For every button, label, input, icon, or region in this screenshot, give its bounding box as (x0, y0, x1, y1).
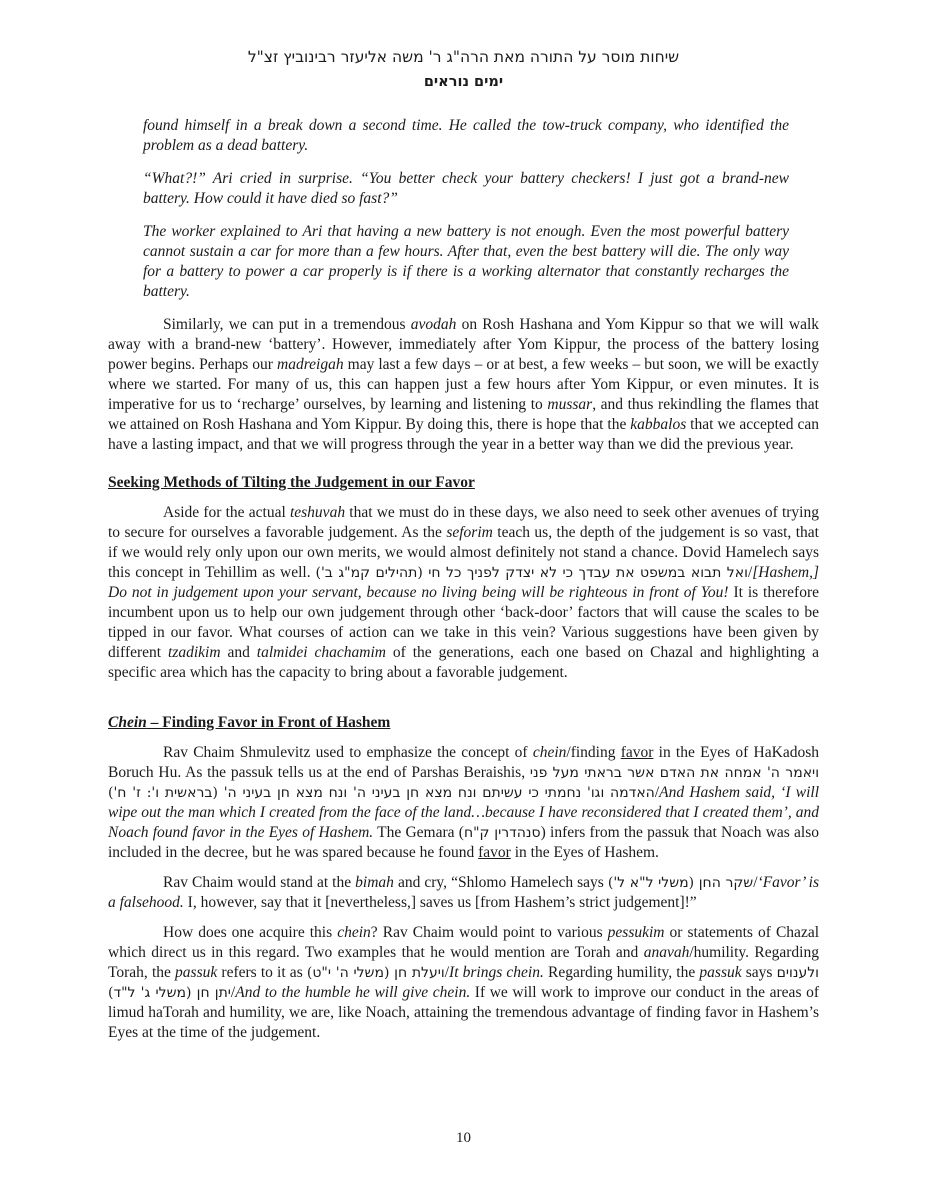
page-number: 10 (456, 1130, 471, 1146)
quote-paragraph-worker: The worker explained to Ari that having a new battery is not enough. Even the most powerful battery cannot sustain a car for more than a few hours. After that, even the best battery will die. The only way for a battery to power a car properly is if there is a working alternator that constantly recharges the battery. (143, 223, 789, 300)
hebrew-title: שיחות מוסר על התורה מאת הרה"ג ר' משה אליעזר רבינוביץ זצ"ל (247, 48, 680, 66)
page-footer (0, 1128, 927, 1148)
quote-paragraph-breakdown: found himself in a break down a second time. He called the tow-truck company, who identified the problem as a dead battery. (143, 117, 789, 154)
body-paragraph-chein-favor: Rav Chaim Shmulevitz used to emphasize the concept of chein/finding favor in the Eyes of HaKadosh Boruch Hu. As the passuk tells us at the end of Parshas Beraishis, ויאמר ה' אמחה את האדם אשר בראתי מעל פני האדמה וגו' נחמתי כי עשיתם ונח מצא חן בעיני ה' ונח מצא חן בעיני ה' (בראשית ו': ז' ח')/And Hashem said, ‘I will wipe out the man which I created from the face of the land…because I have reconsidered that I created them’, and Noach found favor in the Eyes of Hashem. The Gemara (סנהדרין ק"ח) infers from the passuk that Noach was also included in the decree, but he was spared because he found favor in the Eyes of Hashem. (108, 744, 820, 861)
hebrew-subtitle: ימים נוראים (423, 73, 504, 90)
body-paragraph-similarly: Similarly, we can put in a tremendous avodah on Rosh Hashana and Yom Kippur so that we will walk away with a brand-new ‘battery’. However, immediately after Yom Kippur, the process of the battery losing power begins. Perhaps our madreigah may last a few days – or at best, a few weeks – but soon, we will be exactly where we started. For many of us, this can happen just a few hours after Yom Kippur, or even minutes. It is imperative for us to ‘recharge’ ourselves, by learning and listening to mussar, and thus rekindling the flames that we attained on Rosh Hashana and Yom Kippur. By doing this, there is hope that the kabbalos that we accepted can have a lasting impact, and that we will progress through the year in a better way than we did the previous year. (108, 316, 820, 453)
section-heading-chein: Chein – Finding Favor in Front of Hashem (108, 714, 391, 731)
body-paragraph-bimah-cry: Rav Chaim would stand at the bimah and cry, “Shlomo Hamelech says שקר החן (משלי ל"א ל')/‘Favor’ is a falsehood. I, however, say that it [nevertheless,] saves us [from Hashem’s strict judgement]!” (108, 874, 819, 911)
story-quote-block (143, 116, 789, 302)
body-paragraph-aside: Aside for the actual teshuvah that we must do in these days, we also need to seek other avenues of trying to secure for ourselves a favorable judgement. As the seforim teach us, the depth of the judgement is so vast, that if we would rely only upon our own merits, we would almost definitely not stand a chance. Dovid Hamelech says this concept in Tehillim as well. ואל תבוא במשפט את עבדך כי לא יצדק לפניך כל חי (תהילים קמ"ג ב')/[Hashem,] Do not in judgement upon your servant, because no living being will be righteous in front of You! It is therefore incumbent upon us to help our own judgement through other ‘back-door’ factors that will cause the scales to be tipped in our favor. What courses of action can we take in this vein? Various suggestions have been given by different tzadikim and talmidei chachamim of the generations, each one based on Chazal and highlighting a specific area which has the capacity to bring about a favorable judgement. (108, 504, 819, 681)
document-header (108, 46, 819, 92)
body-paragraph-acquiring-chein: How does one acquire this chein? Rav Chaim would point to various pessukim or statements of Chazal which direct us in this regard. Two examples that he would mention are Torah and anavah/humility. Regarding Torah, the passuk refers to it as ויעלת חן (משלי ה' י"ט)/It brings chein. Regarding humility, the passuk says ולענוים יתן חן (משלי ג' ל"ד)/And to the humble he will give chein. If we will work to improve our conduct in the areas of limud haTorah and humility, we are, like Noach, attaining the tremendous advantage of finding favor in Hashem’s Eyes at the time of the judgement. (108, 924, 820, 1041)
section-heading-seeking-methods: Seeking Methods of Tilting the Judgement in our Favor (108, 474, 475, 491)
quote-paragraph-what: “What?!” Ari cried in surprise. “You better check your battery checkers! I just got a brand-new battery. How could it have died so fast?” (143, 170, 789, 207)
